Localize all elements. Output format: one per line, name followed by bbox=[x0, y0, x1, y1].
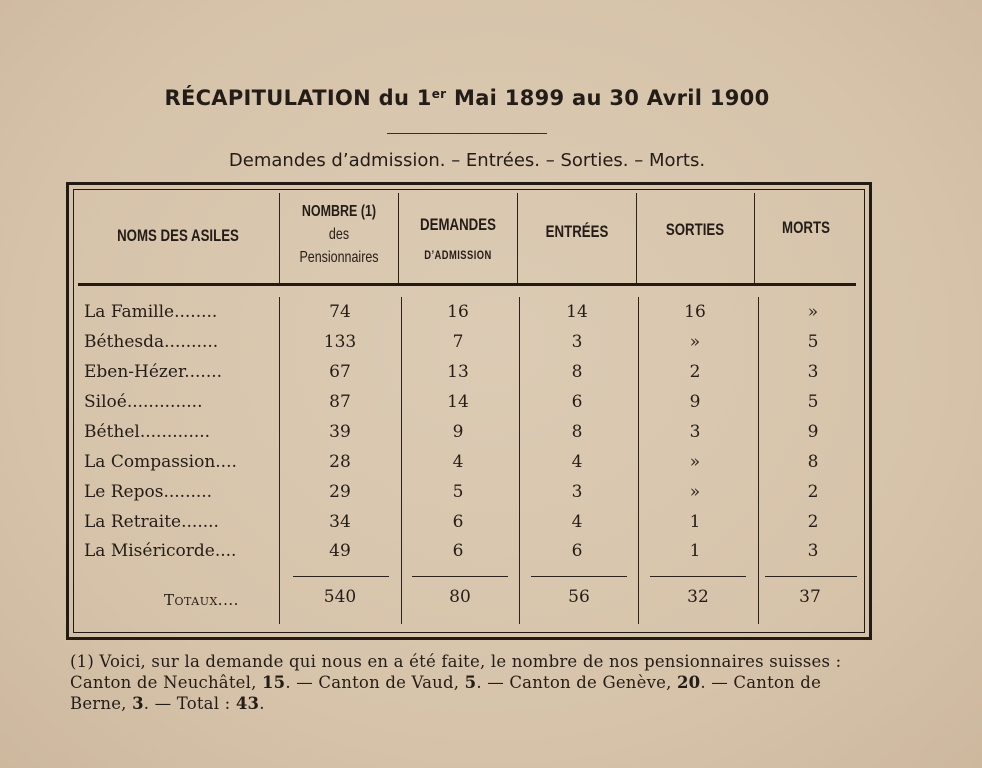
cell-sorties: 16 bbox=[684, 302, 706, 322]
asile-name: La Miséricorde.... bbox=[84, 541, 237, 561]
total-rule-demandes bbox=[412, 576, 508, 577]
cell-pensionnaires: 49 bbox=[329, 541, 351, 561]
cell-entrees: 4 bbox=[571, 512, 583, 532]
col-divider-2-header bbox=[398, 193, 399, 283]
header-separator bbox=[78, 283, 856, 286]
cell-entrees: 6 bbox=[571, 392, 583, 412]
title-main: RÉCAPITULATION du 1 bbox=[164, 86, 432, 110]
footnote-text-4: . — Canton de Berne, bbox=[70, 673, 822, 713]
cell-sorties: 1 bbox=[689, 512, 701, 532]
cell-pensionnaires: 67 bbox=[329, 362, 351, 382]
cell-entrees: 14 bbox=[566, 302, 588, 322]
header-pension-line1: NOMBRE (1) bbox=[301, 203, 377, 220]
total-pensionnaires: 540 bbox=[323, 587, 357, 607]
cell-sorties: » bbox=[689, 332, 701, 352]
cell-morts: 9 bbox=[807, 422, 819, 442]
cell-morts: 2 bbox=[807, 482, 819, 502]
cell-demandes: 13 bbox=[447, 362, 469, 382]
header-pension-line2: des bbox=[328, 226, 350, 243]
cell-morts: » bbox=[807, 302, 819, 322]
footnote-text-2: . — Canton de Vaud, bbox=[285, 673, 465, 692]
footnote-berne-count: 3 bbox=[132, 694, 144, 713]
total-demandes: 80 bbox=[449, 587, 471, 607]
total-entrees: 56 bbox=[568, 587, 590, 607]
table-row bbox=[0, 302, 982, 332]
total-rule-morts bbox=[765, 576, 857, 577]
cell-pensionnaires: 74 bbox=[329, 302, 351, 322]
asile-name: La Retraite....... bbox=[84, 512, 219, 532]
cell-morts: 8 bbox=[807, 452, 819, 472]
cell-morts: 3 bbox=[807, 541, 819, 561]
cell-demandes: 9 bbox=[452, 422, 464, 442]
cell-pensionnaires: 34 bbox=[329, 512, 351, 532]
cell-pensionnaires: 133 bbox=[323, 332, 357, 352]
cell-morts: 5 bbox=[807, 332, 819, 352]
cell-pensionnaires: 87 bbox=[329, 392, 351, 412]
cell-morts: 2 bbox=[807, 512, 819, 532]
total-rule-pension bbox=[293, 576, 389, 577]
cell-entrees: 4 bbox=[571, 452, 583, 472]
total-rule-entrees bbox=[531, 576, 627, 577]
header-sorties: SORTIES bbox=[665, 220, 725, 239]
col-divider-4-header bbox=[636, 193, 637, 283]
asile-name: La Famille........ bbox=[84, 302, 218, 322]
footnote-text-1: (1) Voici, sur la demande qui nous en a été faite, le nombre de nos pensionnaires suisses : Canton de Neuchâtel, bbox=[70, 652, 842, 692]
header-names: NOMS DES ASILES bbox=[117, 226, 239, 245]
title-divider bbox=[387, 133, 547, 134]
title-superscript: er bbox=[431, 87, 447, 101]
totals-label: Totaux.... bbox=[164, 591, 239, 609]
table-row bbox=[0, 541, 982, 571]
footnote-text-3: . — Canton de Genève, bbox=[476, 673, 677, 692]
asile-name: Béthel............. bbox=[84, 422, 211, 442]
asile-name: Béthesda.......... bbox=[84, 332, 219, 352]
cell-demandes: 6 bbox=[452, 512, 464, 532]
asile-name: La Compassion.... bbox=[84, 452, 237, 472]
footnote bbox=[70, 651, 880, 714]
total-morts: 37 bbox=[799, 587, 821, 607]
totals-row bbox=[0, 587, 982, 617]
table-row bbox=[0, 512, 982, 542]
header-morts: MORTS bbox=[782, 218, 830, 237]
asile-name: Eben-Hézer....... bbox=[84, 362, 223, 382]
header-pension-line3: Pensionnaires bbox=[299, 249, 379, 266]
col-divider-5-header bbox=[754, 193, 755, 283]
header-entrees: ENTRÉES bbox=[545, 222, 609, 241]
cell-entrees: 3 bbox=[571, 332, 583, 352]
cell-sorties: 9 bbox=[689, 392, 701, 412]
subtitle: Demandes d’admission. – Entrées. – Sorties. – Morts. bbox=[228, 150, 706, 171]
cell-sorties: » bbox=[689, 452, 701, 472]
title-rest: Mai 1899 au 30 Avril 1900 bbox=[446, 86, 770, 110]
col-divider-3-header bbox=[517, 193, 518, 283]
asile-name: Le Repos......... bbox=[84, 482, 213, 502]
cell-sorties: 1 bbox=[689, 541, 701, 561]
cell-demandes: 5 bbox=[452, 482, 464, 502]
cell-pensionnaires: 28 bbox=[329, 452, 351, 472]
table-row bbox=[0, 332, 982, 362]
cell-sorties: 2 bbox=[689, 362, 701, 382]
table-row bbox=[0, 422, 982, 452]
header-pensionnaires bbox=[295, 200, 384, 269]
cell-entrees: 8 bbox=[571, 362, 583, 382]
cell-entrees: 6 bbox=[571, 541, 583, 561]
cell-demandes: 4 bbox=[452, 452, 464, 472]
table-row bbox=[0, 392, 982, 422]
footnote-neuchatel-count: 15 bbox=[262, 673, 286, 692]
header-demandes bbox=[413, 210, 503, 270]
footnote-vaud-count: 5 bbox=[464, 673, 477, 692]
header-demandes-line1: DEMANDES bbox=[420, 215, 496, 234]
footnote-total-count: 43 bbox=[235, 694, 260, 713]
total-sorties: 32 bbox=[687, 587, 709, 607]
footnote-geneve-count: 20 bbox=[676, 673, 701, 692]
cell-sorties: » bbox=[689, 482, 701, 502]
cell-demandes: 7 bbox=[452, 332, 464, 352]
header-demandes-line2: D’ADMISSION bbox=[424, 248, 492, 262]
cell-pensionnaires: 39 bbox=[329, 422, 351, 442]
cell-morts: 3 bbox=[807, 362, 819, 382]
table-row bbox=[0, 482, 982, 512]
cell-demandes: 6 bbox=[452, 541, 464, 561]
total-rule-sorties bbox=[650, 576, 746, 577]
cell-pensionnaires: 29 bbox=[329, 482, 351, 502]
footnote-text-5: . — Total : bbox=[143, 694, 236, 713]
col-divider-1-header bbox=[279, 193, 280, 283]
footnote-text-6: . bbox=[259, 694, 265, 713]
cell-morts: 5 bbox=[807, 392, 819, 412]
page-title bbox=[0, 86, 934, 110]
cell-demandes: 16 bbox=[447, 302, 469, 322]
cell-entrees: 8 bbox=[571, 422, 583, 442]
cell-entrees: 3 bbox=[571, 482, 583, 502]
cell-sorties: 3 bbox=[689, 422, 701, 442]
asile-name: Siloé.............. bbox=[84, 392, 203, 412]
table-row bbox=[0, 452, 982, 482]
cell-demandes: 14 bbox=[447, 392, 469, 412]
table-row bbox=[0, 362, 982, 392]
